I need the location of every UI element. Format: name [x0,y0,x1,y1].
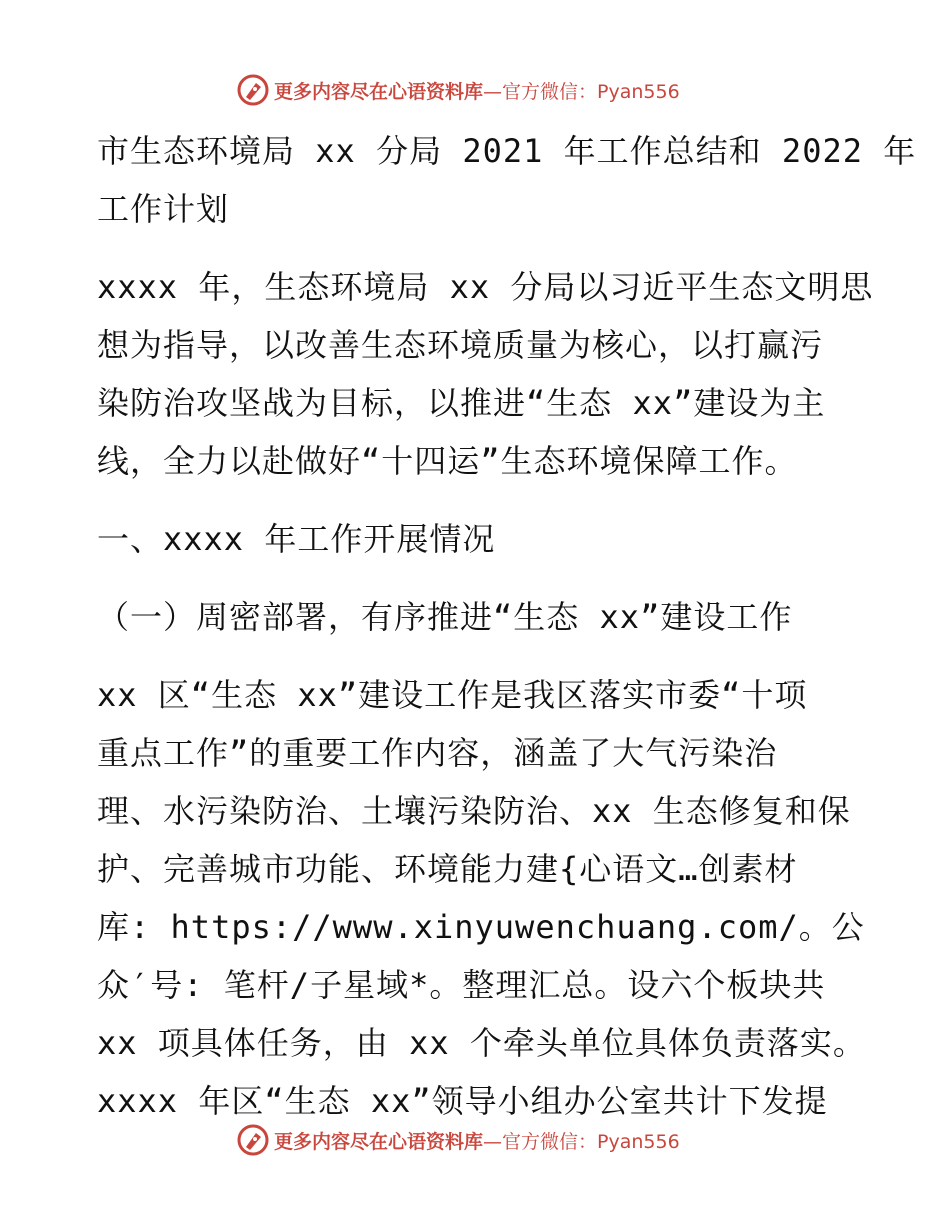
intro-line-4: 线，全力以赴做好“十四运”生态环境保障工作。 [97,442,798,480]
banner-main-text: 更多内容尽在心语资料库 [274,80,484,103]
body-line-6: 众′号: 笔杆/子星域*。整理汇总。设六个板块共 [97,966,826,1004]
banner-text [274,77,680,104]
intro-line-2: 想为指导，以改善生态环境质量为核心，以打赢污 [97,326,824,364]
body-line-2: 重点工作”的重要工作内容，涵盖了大气污染治 [97,734,778,772]
banner-accent-text: —官方微信：Pyan556 [483,80,680,103]
footer-watermark-banner [236,1120,716,1160]
body-line-3: 理、水污染防治、土壤污染防治、xx 生态修复和保 [97,792,851,830]
banner-accent-text: —官方微信：Pyan556 [483,1130,680,1153]
doc-title-line-1: 市生态环境局 xx 分局 2021 年工作总结和 2022 年 [97,132,917,170]
subsection-heading: （一）周密部署，有序推进“生态 xx”建设工作 [97,598,793,636]
body-line-4: 护、完善城市功能、环境能力建{心语文…创素材 [97,850,798,888]
pen-nib-circle-icon [236,73,270,107]
body-line-5: 库: https://www.xinyuwenchuang.com/。公 [97,908,865,946]
pen-nib-circle-icon [236,1123,270,1157]
banner-main-text: 更多内容尽在心语资料库 [274,1130,484,1153]
doc-title-line-2: 工作计划 [97,190,230,228]
header-watermark-banner [236,70,716,110]
section-heading: 一、xxxx 年工作开展情况 [97,520,496,558]
body-line-7: xx 项具体任务，由 xx 个牵头单位具体负责落实。 [97,1024,866,1062]
intro-line-3: 染防治攻坚战为目标，以推进“生态 xx”建设为主 [97,384,826,422]
body-line-1: xx 区“生态 xx”建设工作是我区落实市委“十项 [97,676,808,714]
intro-line-1: xxxx 年，生态环境局 xx 分局以习近平生态文明思 [97,268,874,306]
document-body [97,122,917,1130]
banner-text [274,1127,680,1154]
body-line-8: xxxx 年区“生态 xx”领导小组办公室共计下发提 [97,1082,828,1120]
